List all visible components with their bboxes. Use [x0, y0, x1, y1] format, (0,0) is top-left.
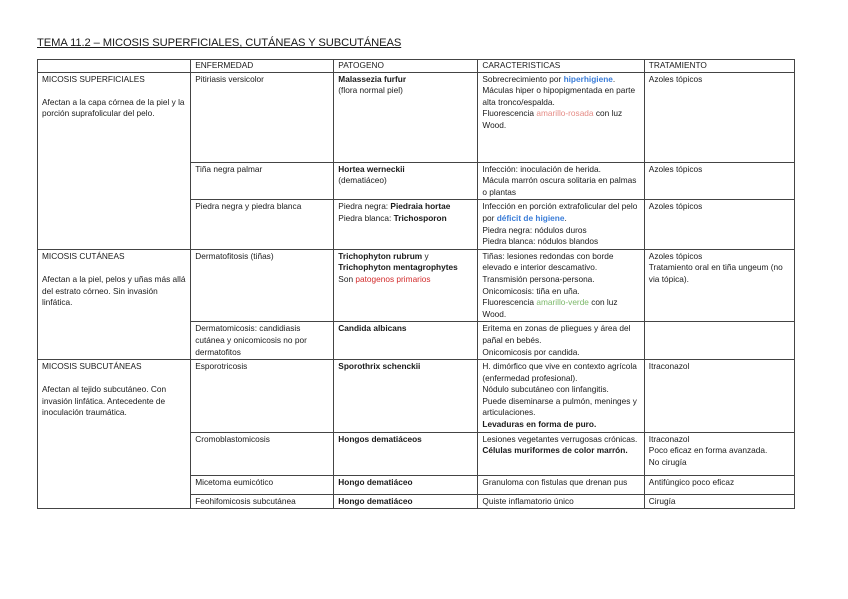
feature-text: Piedra blanca: nódulos blandos [482, 236, 599, 247]
cell-enfermedad: Dermatofitosis (tiñas) [191, 249, 334, 322]
pathogen-name: Trichosporon [393, 212, 447, 223]
pathogen-name: Hongo dematiáceo [338, 476, 413, 487]
table-row [38, 72, 795, 162]
pathogen-name: Hortea werneckii [338, 163, 405, 174]
header-group [38, 60, 191, 73]
feature-text: Levaduras en forma de puro. [482, 419, 597, 430]
cell-enfermedad: Piedra negra y piedra blanca [191, 200, 334, 249]
document-title: TEMA 11.2 – MICOSIS SUPERFICIALES, CUTÁNEAS Y SUBCUTÁNEAS [37, 37, 402, 49]
feature-text: Eritema en zonas de pliegues y área del pañal en bebés. [482, 323, 631, 345]
cell-tratamiento: Azoles tópicos [644, 72, 794, 162]
feature-text: . [564, 212, 567, 223]
group-cutaneas [38, 249, 191, 359]
cell-enfermedad: Feohifomicosis subcutánea [191, 494, 334, 509]
highlight-text: déficit de higiene [496, 212, 565, 223]
cell-caracteristicas [478, 360, 644, 433]
treatment-text: No cirugía [648, 456, 687, 467]
header-tratamiento: TRATAMIENTO [644, 60, 794, 73]
header-enfermedad: ENFERMEDAD [191, 60, 334, 73]
feature-text: Nódulo subcutáneo con linfangitis. [482, 384, 609, 395]
table-row [38, 249, 795, 322]
pathogen-name: Trichophyton rubrum [338, 250, 423, 261]
header-patogeno: PATOGENO [334, 60, 478, 73]
feature-text: Infección en porción extrafolicular del pelo por [482, 201, 638, 223]
cell-caracteristicas: Quiste inflamatorio único [478, 494, 644, 509]
treatment-text: Tratamiento oral en tiña ungeum (no via tópica). [648, 262, 783, 284]
cell-patogeno [334, 432, 478, 475]
pathogen-label: Piedra negra: [338, 201, 391, 212]
cell-caracteristicas: Granuloma con fistulas que drenan pus [478, 475, 644, 494]
feature-text: Lesiones vegetantes verrugosas crónicas. [482, 433, 638, 444]
feature-text: Transmisión persona-persona. [482, 273, 595, 284]
cell-caracteristicas [478, 72, 644, 162]
feature-text: Sobrecrecimiento por [482, 73, 564, 84]
pathogen-name: Piedraia hortae [390, 201, 451, 212]
feature-text: Células muriformes de color marrón. [482, 445, 628, 456]
cell-tratamiento: Azoles tópicos [644, 200, 794, 249]
cell-tratamiento: Antifúngico poco eficaz [644, 475, 794, 494]
cell-patogeno [334, 162, 478, 200]
header-row [38, 60, 795, 73]
cell-tratamiento [644, 322, 794, 360]
highlight-text: patogenos primarios [355, 273, 431, 284]
group-name: MICOSIS SUPERFICIALES [42, 73, 145, 84]
pathogen-name: Trichophyton mentagrophytes [338, 262, 458, 273]
group-subcutaneas [38, 360, 191, 509]
table-row [38, 360, 795, 433]
pathogen-name: Hongos dematiáceos [338, 433, 422, 444]
cell-patogeno [334, 360, 478, 433]
treatment-text: Azoles tópicos [648, 250, 703, 261]
feature-text: . [612, 73, 616, 84]
pathogen-note: (flora normal piel) [338, 85, 403, 96]
micosis-table [37, 59, 795, 509]
group-description: Afectan a la capa córnea de la piel y la porción suprafolicular del pelo. [42, 96, 185, 119]
cell-enfermedad: Esporotricosis [191, 360, 334, 433]
feature-text: Onicomicosis por candida. [482, 346, 580, 357]
treatment-text: Poco eficaz en forma avanzada. [648, 445, 768, 456]
cell-tratamiento [644, 249, 794, 322]
pathogen-conjunction: y [422, 250, 429, 261]
group-superficiales [38, 72, 191, 249]
feature-text: Fluorescencia [482, 297, 537, 308]
cell-enfermedad: Micetoma eumicótico [191, 475, 334, 494]
feature-text: Onicomicosis: tiña en uña. [482, 285, 580, 296]
pathogen-name: Malassezia furfur [338, 73, 407, 84]
feature-text: Tiñas: lesiones redondas con borde elevado e interior descamativo. [482, 250, 614, 273]
pathogen-label: Piedra blanca: [338, 212, 394, 223]
cell-tratamiento: Itraconazol [644, 360, 794, 433]
cell-tratamiento: Azoles tópicos [644, 162, 794, 200]
cell-caracteristicas [478, 162, 644, 200]
feature-text: Infección: inoculación de herida. [482, 163, 601, 174]
feature-text: Máculas hiper o hipopigmentada en parte alta tronco/espalda. [482, 85, 636, 107]
feature-text: Puede diseminarse a pulmón, meninges y articulaciones. [482, 395, 637, 418]
cell-patogeno [334, 200, 478, 249]
cell-patogeno [334, 494, 478, 509]
cell-patogeno [334, 322, 478, 360]
cell-tratamiento [644, 432, 794, 475]
cell-caracteristicas [478, 432, 644, 475]
highlight-text: amarillo-rosada [536, 108, 594, 119]
cell-enfermedad: Dermatomicosis: candidiasis cutánea y onicomicosis no por dermatofitos [191, 322, 334, 360]
header-caracteristicas: CARACTERISTICAS [478, 60, 644, 73]
group-description: Afectan al tejido subcutáneo. Con invasión linfática. Antecedente de inoculación traumática. [42, 384, 167, 418]
cell-enfermedad: Cromoblastomicosis [191, 432, 334, 475]
cell-patogeno [334, 72, 478, 162]
cell-enfermedad: Pitiriasis versicolor [191, 72, 334, 162]
feature-text: Piedra negra: nódulos duros [482, 224, 587, 235]
group-name: MICOSIS CUTÁNEAS [42, 250, 125, 261]
highlight-text: amarillo-verde [536, 297, 589, 308]
pathogen-name: Sporothrix schenckii [338, 361, 421, 372]
feature-text: con luz Wood. [482, 297, 618, 319]
cell-caracteristicas [478, 249, 644, 322]
pathogen-note: (dematiáceo) [338, 175, 387, 186]
feature-text: con luz Wood. [482, 108, 623, 130]
feature-text: H. dimórfico que vive en contexto agrícola (enfermedad profesional). [482, 361, 637, 383]
feature-text: Mácula marrón oscura solitaria en palmas o plantas [482, 175, 637, 197]
cell-patogeno [334, 249, 478, 322]
highlight-text: hiperhigiene [563, 73, 613, 84]
treatment-text: Itraconazol [648, 433, 690, 444]
group-description: Afectan a la piel, pelos y uñas más allá del estrato córneo. Sin invasión linfática. [42, 273, 186, 308]
feature-text: Fluorescencia [482, 108, 537, 119]
cell-tratamiento: Cirugía [644, 494, 794, 509]
group-name: MICOSIS SUBCUTÁNEAS [42, 361, 142, 372]
cell-caracteristicas [478, 200, 644, 249]
pathogen-note: Son [338, 273, 356, 284]
cell-caracteristicas [478, 322, 644, 360]
pathogen-name: Hongo dematiáceo [338, 495, 413, 506]
cell-patogeno [334, 475, 478, 494]
pathogen-name: Candida albicans [338, 323, 407, 334]
cell-enfermedad: Tiña negra palmar [191, 162, 334, 200]
